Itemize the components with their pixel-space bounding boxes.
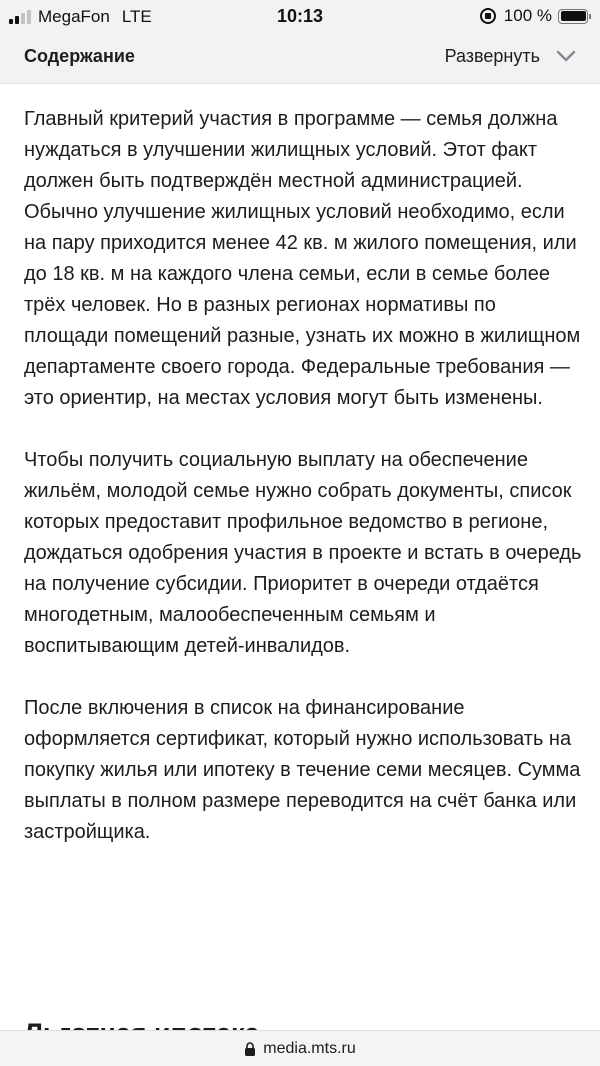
lock-icon [244, 1042, 256, 1056]
chevron-down-icon [554, 44, 578, 68]
article-paragraph: Главный критерий участия в программе — семья должна нуждаться в улучшении жилищных условий. Этот факт должен быть подтверждён местной администрацией. Обычно улучшение жилищных условий необходимо, если на пару приходится менее 42 кв. м жилого помещения, или до 18 кв. м на каждого члена семьи, если в семье более трёх человек. Но в разных регионах нормативы по площади помещений разные, узнать их можно в жилищном департаменте своего города. Федеральные требования — это ориентир, на местах условия могут быть изменены. [24, 108, 581, 409]
expand-toc-label: Развернуть [444, 45, 540, 66]
orientation-lock-icon [480, 8, 496, 24]
network-type: LTE [121, 7, 152, 26]
article-paragraph: После включения в список на финансирование оформляется сертификат, который нужно использовать на покупку жилья или ипотеку в течение семи месяцев. Сумма выплаты в полном размере переводится на счёт банка или застройщика. [24, 697, 581, 843]
article-body [24, 104, 584, 879]
battery-percentage: 100 % [503, 6, 552, 25]
toc-title: Содержание [24, 46, 135, 66]
expand-toc-button[interactable] [445, 44, 578, 68]
article-paragraph: Чтобы получить социальную выплату на обеспечение жильём, молодой семье нужно собрать документы, список которых предоставит профильное ведомство в регионе, дождаться одобрения участия в проекте и встать в очередь на получение субсидии. Приоритет в очереди отдаётся многодетным, малообеспеченным семьям и воспитывающим детей-инвалидов. [24, 449, 582, 657]
clock: 10:13 [276, 6, 324, 26]
table-of-contents-bar[interactable] [0, 34, 600, 84]
address-bar[interactable] [0, 1030, 600, 1066]
url-text[interactable]: media.mts.ru [263, 1039, 356, 1057]
status-right [480, 6, 588, 26]
status-bar [0, 0, 600, 34]
battery-icon [558, 9, 588, 24]
battery-fill [561, 11, 586, 21]
carrier-name: MegaFon [38, 7, 110, 26]
